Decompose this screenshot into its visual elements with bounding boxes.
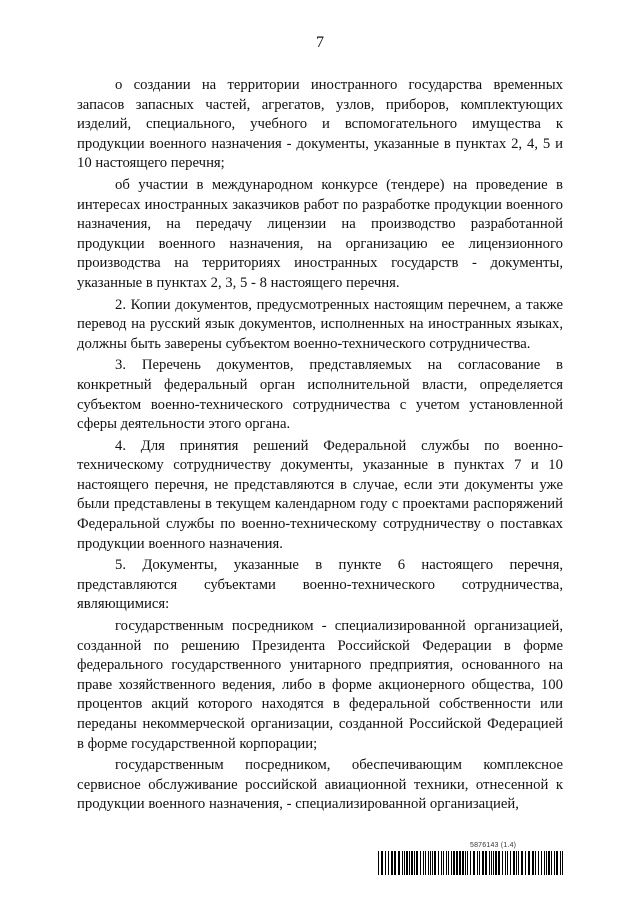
- barcode-bar: [409, 851, 410, 875]
- barcode-bar: [388, 851, 389, 875]
- barcode-bar: [467, 851, 468, 875]
- barcode-bar: [462, 851, 464, 875]
- barcode-bar: [430, 851, 431, 875]
- barcode-bar: [518, 851, 519, 875]
- barcode-bar: [404, 851, 405, 875]
- barcode-bar: [551, 851, 552, 875]
- page-number: 7: [316, 34, 324, 51]
- barcode-bar: [446, 851, 447, 875]
- barcode-bar: [385, 851, 386, 875]
- paragraph-tender: об участии в международном конкурсе (тендере) на проведение в интересах иностранных заказчиков работ по разработке продукции военного назначения, на передачу лицензии на производство разработанной продукции военного назначения, на организацию ее лицензионного производства на территориях иностранных государств - документы, указанные в пунктах 2, 3, 5 - 8 настоящего перечня.: [77, 176, 563, 291]
- barcode-bar: [441, 851, 442, 875]
- paragraph-item-4: 4. Для принятия решений Федеральной службы по военно-техническому сотрудничеству документы, указанные в пунктах 7 и 10 настоящего перечня, не представляются в случае, если эти документы уже были представлены в текущем календарном году с проектами распоряжений Федеральной службы по военно-техническому сотрудничеству о поставках продукции военного назначения.: [77, 437, 563, 552]
- paragraph-service-intermediary: государственным посредником, обеспечивающим комплексное сервисное обслуживание российской авиационной техники, отнесенной к продукции военного назначения, - специализированной организацией,: [77, 757, 563, 813]
- barcode-bar: [510, 851, 511, 875]
- paragraph-temporary-stocks: о создании на территории иностранного государства временных запасов запасных частей, агрегатов, узлов, приборов, комплектующих изделий, специального, учебного и вспомогательного имущества к продукции военного назначения - документы, указанные в пунктах 2, 4, 5 и 10 настоящего перечня;: [77, 77, 563, 172]
- barcode-bar: [493, 851, 494, 875]
- barcode-bar: [432, 851, 433, 875]
- barcode-bar: [560, 851, 561, 875]
- barcode-bar: [394, 851, 396, 875]
- paragraph-state-intermediary: государственным посредником - специализированной организацией, созданной по решению Президента Российской Федерации в форме федерального государственного унитарного предприятия, основанного на праве хозяйственного ведения, либо в форме акционерного общества, 100 процентов акций которого находятся в федеральной собственности или переданы некоммерческой организации, созданной Российской Федерацией в форме государственной корпорации;: [77, 618, 563, 752]
- barcode-bar: [406, 851, 408, 875]
- barcode-bar: [398, 851, 400, 875]
- barcode-bar: [465, 851, 466, 875]
- barcode-bar: [459, 851, 461, 875]
- barcode-bar: [416, 851, 418, 875]
- barcode-bar: [516, 851, 517, 875]
- barcode-bar: [548, 851, 550, 875]
- barcode-bar: [521, 851, 523, 875]
- barcode-bar: [532, 851, 534, 875]
- barcode-image: [378, 851, 564, 875]
- barcode-bar: [498, 851, 500, 875]
- barcode-bar: [546, 851, 547, 875]
- paragraph-item-2: 2. Копии документов, предусмотренных настоящим перечнем, а также перевод на русский язык документов, исполненных на иностранных языках, должны быть заверены субъектом военно-технического сотрудничества.: [77, 296, 563, 352]
- barcode-bar: [507, 851, 508, 875]
- barcode-bar: [391, 851, 393, 875]
- barcode-bar: [420, 851, 421, 875]
- barcode-bar: [556, 851, 558, 875]
- document-code: 5876143 (1.4): [470, 842, 517, 849]
- barcode-bar: [438, 851, 439, 875]
- paragraph-item-3: 3. Перечень документов, представляемых на согласование в конкретный федеральный орган исполнительной власти, определяется субъектом военно-технического сотрудничества с учетом установленной сферы деятельности этого органа.: [77, 357, 563, 433]
- barcode-bar: [381, 851, 383, 875]
- barcode-bar: [477, 851, 478, 875]
- barcode-bar: [425, 851, 426, 875]
- barcode-bar: [495, 851, 497, 875]
- barcode-bar: [525, 851, 526, 875]
- barcode-bar: [505, 851, 506, 875]
- barcode-bar: [513, 851, 515, 875]
- barcode-bar: [443, 851, 444, 875]
- barcode-bar: [562, 851, 563, 875]
- barcode-bar: [414, 851, 415, 875]
- barcode-bar: [491, 851, 492, 875]
- barcode-bar: [479, 851, 480, 875]
- barcode-bar: [535, 851, 536, 875]
- barcode-bar: [541, 851, 542, 875]
- barcode-bar: [528, 851, 530, 875]
- barcode-bar: [502, 851, 503, 875]
- barcode-bar: [448, 851, 449, 875]
- barcode-bar: [489, 851, 490, 875]
- barcode-bar: [402, 851, 403, 875]
- barcode-bar: [485, 851, 487, 875]
- barcode-bar: [453, 851, 455, 875]
- barcode-bar: [482, 851, 484, 875]
- barcode-bar: [434, 851, 436, 875]
- barcode-bar: [473, 851, 475, 875]
- document-body: [77, 76, 563, 817]
- paragraph-item-5: 5. Документы, указанные в пункте 6 настоящего перечня, представляются субъектами военно-технического сотрудничества, являющимися:: [77, 557, 563, 613]
- barcode-bar: [428, 851, 429, 875]
- barcode-bar: [423, 851, 424, 875]
- barcode-bar: [378, 851, 379, 875]
- barcode-bar: [411, 851, 413, 875]
- barcode-bar: [470, 851, 471, 875]
- barcode-bar: [538, 851, 539, 875]
- barcode-bar: [456, 851, 458, 875]
- barcode-bar: [451, 851, 452, 875]
- barcode-bar: [554, 851, 555, 875]
- barcode-bar: [544, 851, 545, 875]
